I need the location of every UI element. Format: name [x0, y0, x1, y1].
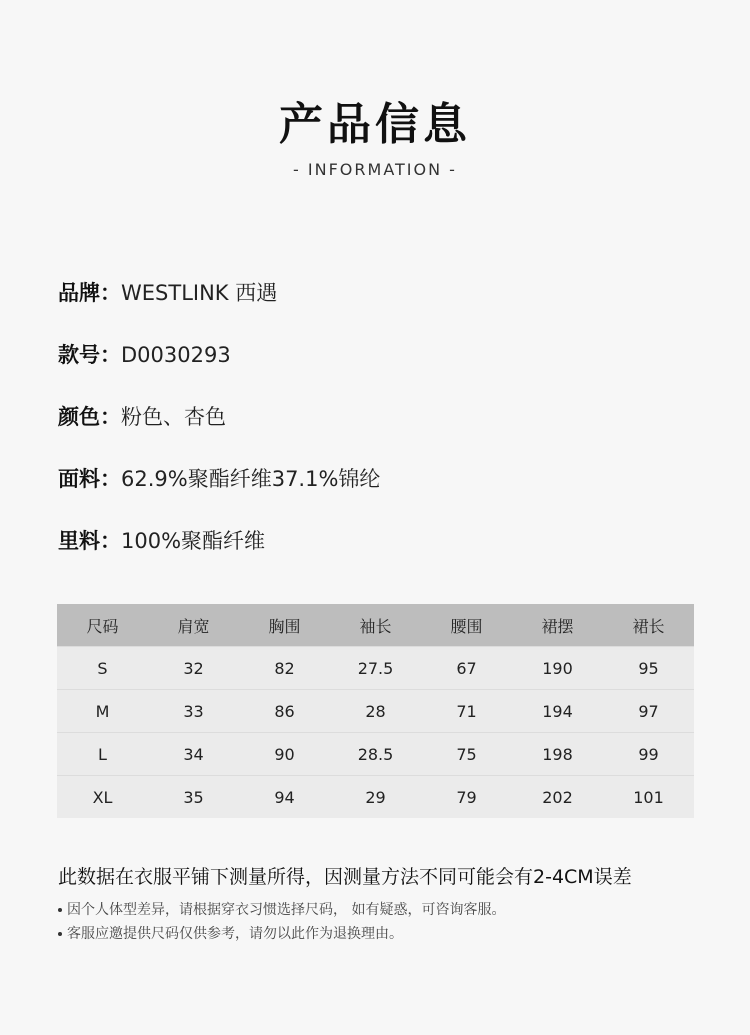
page-subtitle: - INFORMATION - — [293, 160, 457, 179]
table-cell: 35 — [148, 776, 239, 819]
info-label: 颜色： — [58, 405, 121, 429]
info-value: 粉色、杏色 — [121, 405, 226, 429]
info-value: D0030293 — [121, 343, 231, 367]
info-row-brand — [58, 278, 698, 340]
table-cell: 34 — [148, 733, 239, 776]
info-value: WESTLINK 西遇 — [121, 281, 278, 305]
table-cell: 202 — [512, 776, 603, 819]
table-cell: 82 — [239, 647, 330, 690]
table-cell: 71 — [421, 690, 512, 733]
table-row — [57, 733, 694, 776]
column-header-bust: 胸围 — [239, 604, 330, 647]
info-label: 里料： — [58, 529, 121, 553]
table-cell: 86 — [239, 690, 330, 733]
size-table — [57, 604, 694, 818]
table-cell: 194 — [512, 690, 603, 733]
table-cell: 33 — [148, 690, 239, 733]
info-label: 款号： — [58, 343, 121, 367]
table-cell: 75 — [421, 733, 512, 776]
table-cell: 101 — [603, 776, 694, 819]
table-cell: 28.5 — [330, 733, 421, 776]
note-text: 客服应邀提供尺码仅供参考，请勿以此作为退换理由。 — [67, 926, 403, 942]
product-info-list — [58, 278, 698, 588]
info-row-lining — [58, 526, 698, 588]
table-header-row — [57, 604, 694, 647]
column-header-sleeve: 袖长 — [330, 604, 421, 647]
table-cell: XL — [57, 776, 148, 819]
info-row-style-number — [58, 340, 698, 402]
list-item — [58, 922, 708, 946]
info-row-fabric — [58, 464, 698, 526]
table-cell: M — [57, 690, 148, 733]
bullet-icon — [58, 908, 62, 912]
table-cell: S — [57, 647, 148, 690]
bullet-icon — [58, 932, 62, 936]
column-header-waist: 腰围 — [421, 604, 512, 647]
column-header-length: 裙长 — [603, 604, 694, 647]
page-title: 产品信息 — [279, 99, 471, 150]
info-value: 62.9%聚酯纤维37.1%锦纶 — [121, 467, 381, 491]
measurement-note: 此数据在衣服平铺下测量所得，因测量方法不同可能会有2-4CM误差 — [58, 866, 632, 888]
table-row — [57, 647, 694, 690]
list-item — [58, 898, 708, 922]
table-cell: 95 — [603, 647, 694, 690]
table-cell: 79 — [421, 776, 512, 819]
table-cell: 97 — [603, 690, 694, 733]
table-cell: 67 — [421, 647, 512, 690]
info-value: 100%聚酯纤维 — [121, 529, 266, 553]
table-cell: 29 — [330, 776, 421, 819]
table-cell: 94 — [239, 776, 330, 819]
table-row — [57, 690, 694, 733]
table-cell: 190 — [512, 647, 603, 690]
table-cell: 99 — [603, 733, 694, 776]
column-header-hem: 裙摆 — [512, 604, 603, 647]
info-label: 面料： — [58, 467, 121, 491]
info-row-color — [58, 402, 698, 464]
note-list — [58, 898, 708, 946]
info-label: 品牌： — [58, 281, 121, 305]
table-cell: 28 — [330, 690, 421, 733]
column-header-size: 尺码 — [57, 604, 148, 647]
table-cell: 27.5 — [330, 647, 421, 690]
table-cell: 198 — [512, 733, 603, 776]
table-row — [57, 776, 694, 819]
table-cell: 32 — [148, 647, 239, 690]
table-cell: L — [57, 733, 148, 776]
table-cell: 90 — [239, 733, 330, 776]
note-text: 因个人体型差异，请根据穿衣习惯选择尺码， 如有疑惑，可咨询客服。 — [67, 902, 506, 918]
column-header-shoulder: 肩宽 — [148, 604, 239, 647]
